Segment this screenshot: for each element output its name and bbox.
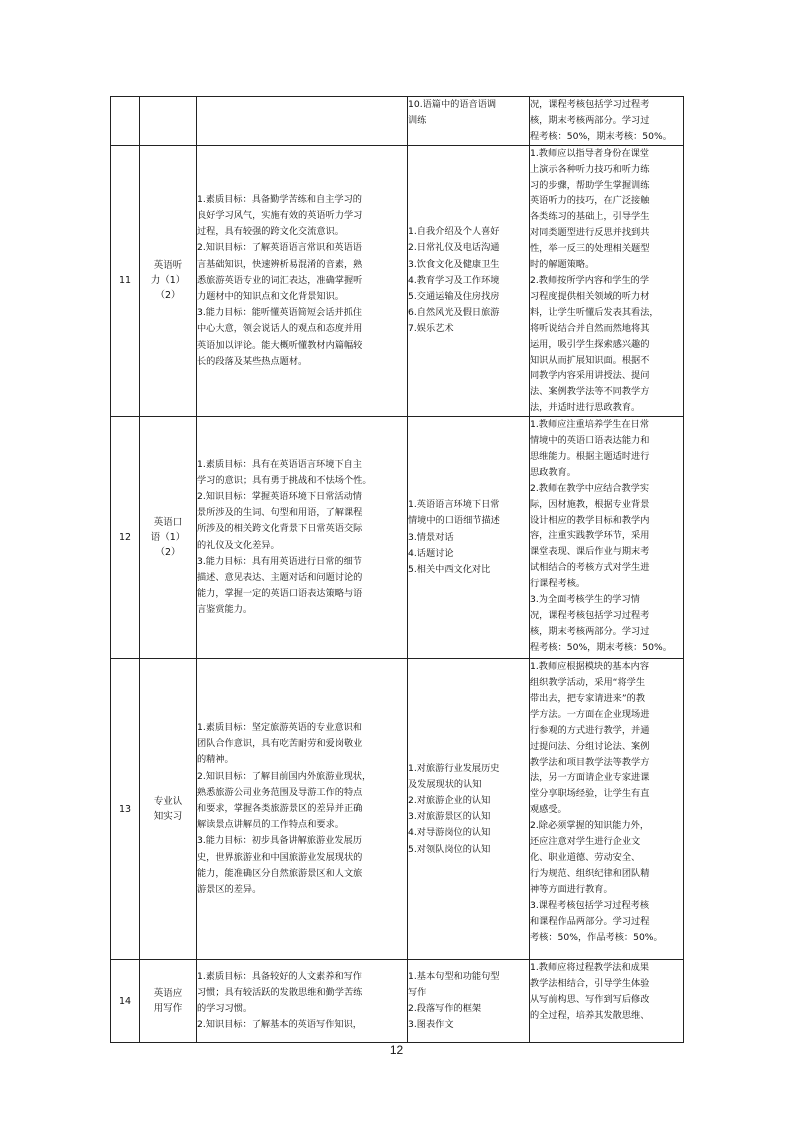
course-content-line: 2.日常礼仪及电话沟通 bbox=[408, 242, 500, 254]
course-name-line: 英语应 bbox=[153, 988, 183, 1000]
course-objectives-line: 良好学习风气，实施有效的英语听力学习 bbox=[197, 210, 363, 221]
teaching-requirements-line: 组织教学活动，采用“将学生 bbox=[530, 677, 646, 689]
teaching-requirements-line: 行为规范、组织纪律和团队精 bbox=[530, 867, 650, 879]
table-row bbox=[111, 417, 684, 659]
teaching-requirements-line: 上演示各种听力技巧和听力练 bbox=[530, 163, 650, 175]
teaching-requirements-line: 试相结合的考核方式对学生进 bbox=[530, 562, 650, 574]
teaching-requirements-line: 设计相应的教学目标和教学内 bbox=[530, 514, 650, 526]
course-name-line: 语（1） bbox=[150, 532, 186, 544]
teaching-requirements-line: 际，因材施教，根据专业背景 bbox=[530, 498, 650, 510]
course-name-line: （2） bbox=[155, 547, 181, 559]
course-objectives-line: 史，世界旅游业和中国旅游业发展现状的 bbox=[197, 851, 363, 863]
teaching-requirements-line: 况，课程考核包括学习过程考 bbox=[530, 99, 650, 110]
course-objectives-line: 熟悉旅游公司业务范围及导游工作的特点 bbox=[197, 786, 363, 798]
course-number: 14 bbox=[111, 960, 140, 1043]
teaching-requirements-line: 习的步骤，帮助学生掌握训练 bbox=[530, 179, 650, 191]
teaching-requirements-line: 行课程考核。 bbox=[530, 578, 586, 590]
teaching-requirements-line: 程考核：50%，期末考核：50%。 bbox=[530, 641, 672, 653]
course-name bbox=[140, 659, 197, 960]
course-name-line: （2） bbox=[155, 290, 181, 302]
teaching-requirements-line: 2.教师按所学内容和学生的学 bbox=[530, 274, 650, 286]
course-objectives-line: 力题材中的知识点和文化背景知识。 bbox=[197, 291, 344, 303]
course-content-line: 5.对领队岗位的认知 bbox=[408, 843, 491, 855]
teaching-requirements bbox=[530, 659, 684, 960]
course-name bbox=[140, 97, 197, 146]
course-content-line: 10.语篇中的语音语调 bbox=[408, 99, 497, 110]
course-number bbox=[111, 97, 140, 146]
teaching-requirements-line: 带出去，把专家请进来”的教 bbox=[530, 692, 646, 704]
course-content-line: 1.自我介绍及个人喜好 bbox=[408, 226, 500, 238]
teaching-requirements-line: 的全过程，培养其发散思维、 bbox=[530, 1009, 650, 1021]
teaching-requirements-line: 化、职业道德、劳动安全、 bbox=[530, 852, 641, 863]
teaching-requirements-line: 观感受。 bbox=[530, 804, 567, 816]
course-content-line: 4.教育学习及工作环境 bbox=[408, 274, 500, 286]
course-content-line: 1.对旅游行业发展历史 bbox=[408, 762, 500, 774]
course-content bbox=[408, 960, 530, 1043]
course-objectives-line: 描述、意见表达、主题对话和问题讨论的 bbox=[197, 572, 363, 584]
course-number: 11 bbox=[111, 145, 140, 416]
table-row bbox=[111, 145, 684, 416]
course-name-line: 知实习 bbox=[153, 811, 183, 823]
teaching-requirements-line: 教学法和项目教学法等教学方 bbox=[530, 756, 650, 768]
course-objectives-line: 习惯；具有较活跃的发散思维和勤学苦练 bbox=[197, 986, 363, 998]
course-name bbox=[140, 145, 197, 416]
teaching-requirements-line: 情境中的英语口语表达能力和 bbox=[530, 435, 650, 447]
course-objectives-line: 解读景点讲解员的工作特点和要求。 bbox=[197, 819, 344, 831]
teaching-requirements-line: 3.为全面考核学生的学习情 bbox=[530, 594, 640, 606]
course-content-line: 3.对旅游景区的认知 bbox=[408, 811, 491, 823]
teaching-requirements-line: 法，并适时进行思政教育。 bbox=[530, 402, 641, 414]
course-objectives-line: 长的段落及某些热点题材。 bbox=[197, 355, 308, 367]
teaching-requirements-line: 况，课程考核包括学习过程考 bbox=[530, 610, 650, 621]
course-content-line: 训练 bbox=[408, 115, 427, 127]
teaching-requirements-line: 核，期末考核两部分。学习过 bbox=[530, 625, 650, 637]
course-content-line: 3.图表作文 bbox=[408, 1019, 454, 1031]
teaching-requirements-line: 各类练习的基础上，引导学生 bbox=[530, 211, 650, 223]
course-objectives-line: 游景区的差异。 bbox=[197, 884, 262, 896]
course-number: 12 bbox=[111, 417, 140, 659]
course-content-line: 2.对旅游企业的认知 bbox=[408, 794, 491, 806]
course-content-line: 写作 bbox=[408, 986, 427, 998]
course-content-line: 2.段落写作的框架 bbox=[408, 1003, 482, 1015]
course-objectives-line: 的学习习惯。 bbox=[197, 1003, 253, 1015]
teaching-requirements-line: 思政教育。 bbox=[530, 466, 576, 478]
page-number: 12 bbox=[389, 1043, 404, 1057]
teaching-requirements-line: 同教学内容采用讲授法、提问 bbox=[530, 370, 650, 382]
course-content-line: 1.基本句型和功能句型 bbox=[408, 970, 500, 982]
teaching-requirements-line: 堂分享职场经验，让学生有直 bbox=[530, 788, 650, 800]
course-objectives-line: 1.素质目标：具备勤学苦练和自主学习的 bbox=[197, 193, 362, 205]
course-objectives-line: 2.知识目标：掌握英语环境下日常活动情 bbox=[197, 491, 362, 503]
teaching-requirements-line: 习程度提供相关领域的听力材 bbox=[530, 290, 650, 302]
teaching-requirements-line: 法，另一方面请企业专家进课 bbox=[530, 772, 650, 784]
course-content-line: 6.自然风光及假日旅游 bbox=[408, 307, 500, 319]
course-objectives bbox=[197, 960, 408, 1043]
teaching-requirements-line: 考核：50%，作品考核：50%。 bbox=[530, 931, 663, 943]
teaching-requirements-line: 从写前构思、写作到写后修改 bbox=[530, 993, 650, 1005]
course-content-line: 1.英语语言环境下日常 bbox=[408, 499, 500, 511]
teaching-requirements-line: 行参观的方式进行教学，并通 bbox=[530, 724, 650, 736]
course-objectives-line: 3.能力目标：能听懂英语简短会话并抓住 bbox=[197, 307, 362, 319]
teaching-requirements-line: 思维能力。根据主题适时进行 bbox=[530, 450, 650, 462]
teaching-requirements-line: 过提问法、分组讨论法、案例 bbox=[530, 740, 650, 752]
course-name-line: 用写作 bbox=[153, 1003, 183, 1015]
course-objectives bbox=[197, 659, 408, 960]
teaching-requirements-line: 2.教师在教学中应结合教学实 bbox=[530, 482, 650, 494]
course-content-line: 及发展现状的认知 bbox=[408, 778, 482, 790]
course-content-line: 5.交通运输及住房找房 bbox=[408, 291, 500, 303]
course-objectives-line: 2.知识目标：了解英语语言常识和英语语 bbox=[197, 242, 362, 254]
course-content-line: 4.话题讨论 bbox=[408, 547, 454, 559]
teaching-requirements-line: 核，期末考核两部分。学习过 bbox=[530, 114, 650, 126]
teaching-requirements bbox=[530, 960, 684, 1043]
teaching-requirements-line: 将听说结合并自然而然地将其 bbox=[530, 322, 650, 334]
course-objectives-line: 3.能力目标：初步具备讲解旅游业发展历 bbox=[197, 835, 362, 847]
course-objectives-line: 言鉴赏能力。 bbox=[197, 604, 253, 616]
course-name-line: 力（1） bbox=[150, 275, 186, 287]
teaching-requirements-line: 3.课程考核包括学习过程考核 bbox=[530, 899, 650, 911]
course-content-line: 4.对导游岗位的认知 bbox=[408, 827, 491, 839]
course-name-line: 英语口 bbox=[153, 517, 183, 529]
course-objectives-line: 团队合作意识，具有吃苦耐劳和爱岗敬业 bbox=[197, 738, 363, 750]
teaching-requirements-line: 还应注意对学生进行企业文 bbox=[530, 836, 641, 848]
course-objectives-line: 学习的意识；具有勇于挑战和不怯场个性。 bbox=[197, 474, 372, 486]
teaching-requirements-line: 性，举一反三的处理相关题型 bbox=[530, 243, 650, 255]
course-objectives-line: 景所涉及的生词、句型和用语，了解课程 bbox=[197, 507, 363, 519]
teaching-requirements-line: 程考核：50%，期末考核：50%。 bbox=[530, 130, 672, 142]
teaching-requirements-line: 神等方面进行教育。 bbox=[530, 883, 613, 895]
table-row bbox=[111, 97, 684, 146]
teaching-requirements-line: 1.教师应将过程教学法和成果 bbox=[530, 962, 650, 974]
teaching-requirements-line: 对同类题型进行反思并找到共 bbox=[530, 227, 650, 239]
course-content-line: 3.情景对话 bbox=[408, 531, 454, 543]
course-table bbox=[110, 96, 684, 1043]
teaching-requirements-line: 容，注重实践教学环节，采用 bbox=[530, 530, 650, 542]
course-content-line: 5.相关中西文化对比 bbox=[408, 563, 491, 575]
course-name-line: 英语听 bbox=[153, 260, 183, 272]
course-objectives bbox=[197, 145, 408, 416]
course-name bbox=[140, 417, 197, 659]
course-objectives-line: 的礼仪及文化差异。 bbox=[197, 539, 280, 551]
teaching-requirements bbox=[530, 417, 684, 659]
teaching-requirements-line: 英语听力的技巧，在广泛接触 bbox=[530, 195, 650, 207]
course-objectives-line: 言基础知识，快速辨析易混淆的音素，熟 bbox=[197, 258, 363, 270]
teaching-requirements-line: 法、案例教学法等不同教学方 bbox=[530, 386, 650, 398]
teaching-requirements-line: 1.教师应根据模块的基本内容 bbox=[530, 661, 650, 673]
course-objectives bbox=[197, 417, 408, 659]
teaching-requirements-line: 课堂表现、课后作业与期末考 bbox=[530, 546, 650, 558]
teaching-requirements-line: 和课程作品两部分。学习过程 bbox=[530, 915, 650, 927]
teaching-requirements-line: 知识从而扩展知识面。根据不 bbox=[530, 354, 650, 366]
course-name bbox=[140, 960, 197, 1043]
teaching-requirements-line: 2.除必须掌握的知识能力外， bbox=[530, 820, 650, 832]
teaching-requirements-line: 1.教师应以指导者身份在课堂 bbox=[530, 147, 650, 159]
course-objectives-line: 中心大意，领会说话人的观点和态度并用 bbox=[197, 323, 363, 335]
teaching-requirements-line: 时的解题策略。 bbox=[530, 259, 595, 271]
course-objectives-line: 和要求，掌握各类旅游景区的差异并正确 bbox=[197, 803, 363, 815]
course-objectives-line: 英语加以评论。能大概听懂教材内篇幅较 bbox=[197, 339, 363, 351]
teaching-requirements-line: 料，让学生听懂后发表其看法， bbox=[530, 306, 659, 318]
course-objectives-line: 过程，具有较强的跨文化交流意识。 bbox=[197, 226, 344, 238]
course-content bbox=[408, 145, 530, 416]
table-row bbox=[111, 960, 684, 1043]
course-objectives-line: 所涉及的相关跨文化背景下日常英语交际 bbox=[197, 523, 363, 535]
teaching-requirements-line: 1.教师应注重培养学生在日常 bbox=[530, 419, 650, 431]
course-content bbox=[408, 97, 530, 146]
course-content bbox=[408, 417, 530, 659]
course-name-line: 专业认 bbox=[153, 796, 183, 808]
course-objectives-line: 1.素质目标：具有在英语语言环境下自主 bbox=[197, 458, 362, 470]
course-content-line: 7.娱乐艺术 bbox=[408, 323, 454, 335]
course-objectives bbox=[197, 97, 408, 146]
course-number: 13 bbox=[111, 659, 140, 960]
course-objectives-line: 1.素质目标：坚定旅游英语的专业意识和 bbox=[197, 722, 362, 733]
teaching-requirements-line: 运用，吸引学生探索感兴趣的 bbox=[530, 338, 650, 350]
course-objectives-line: 2.知识目标：了解基本的英语写作知识， bbox=[197, 1019, 362, 1031]
table-row bbox=[111, 659, 684, 960]
course-content-line: 情境中的口语细节描述 bbox=[408, 515, 500, 527]
course-objectives-line: 3.能力目标：具有用英语进行日常的细节 bbox=[197, 555, 362, 567]
course-objectives-line: 能力，能准确区分自然旅游景区和人文旅 bbox=[197, 867, 363, 879]
teaching-requirements bbox=[530, 145, 684, 416]
course-objectives-line: 1.素质目标：具备较好的人文素养和写作 bbox=[197, 970, 362, 982]
course-objectives-line: 悉旅游英语专业的词汇表达，准确掌握听 bbox=[197, 274, 363, 286]
course-content-line: 3.饮食文化及健康卫生 bbox=[408, 258, 500, 270]
course-objectives-line: 的精神。 bbox=[197, 754, 234, 766]
teaching-requirements-line: 学方法。一方面在企业现场进 bbox=[530, 708, 650, 720]
course-content bbox=[408, 659, 530, 960]
teaching-requirements-line: 教学法相结合，引导学生体验 bbox=[530, 978, 650, 990]
course-objectives-line: 能力，掌握一定的英语口语表达策略与语 bbox=[197, 588, 363, 600]
course-objectives-line: 2.知识目标：了解目前国内外旅游业现状， bbox=[197, 770, 372, 782]
teaching-requirements bbox=[530, 97, 684, 146]
